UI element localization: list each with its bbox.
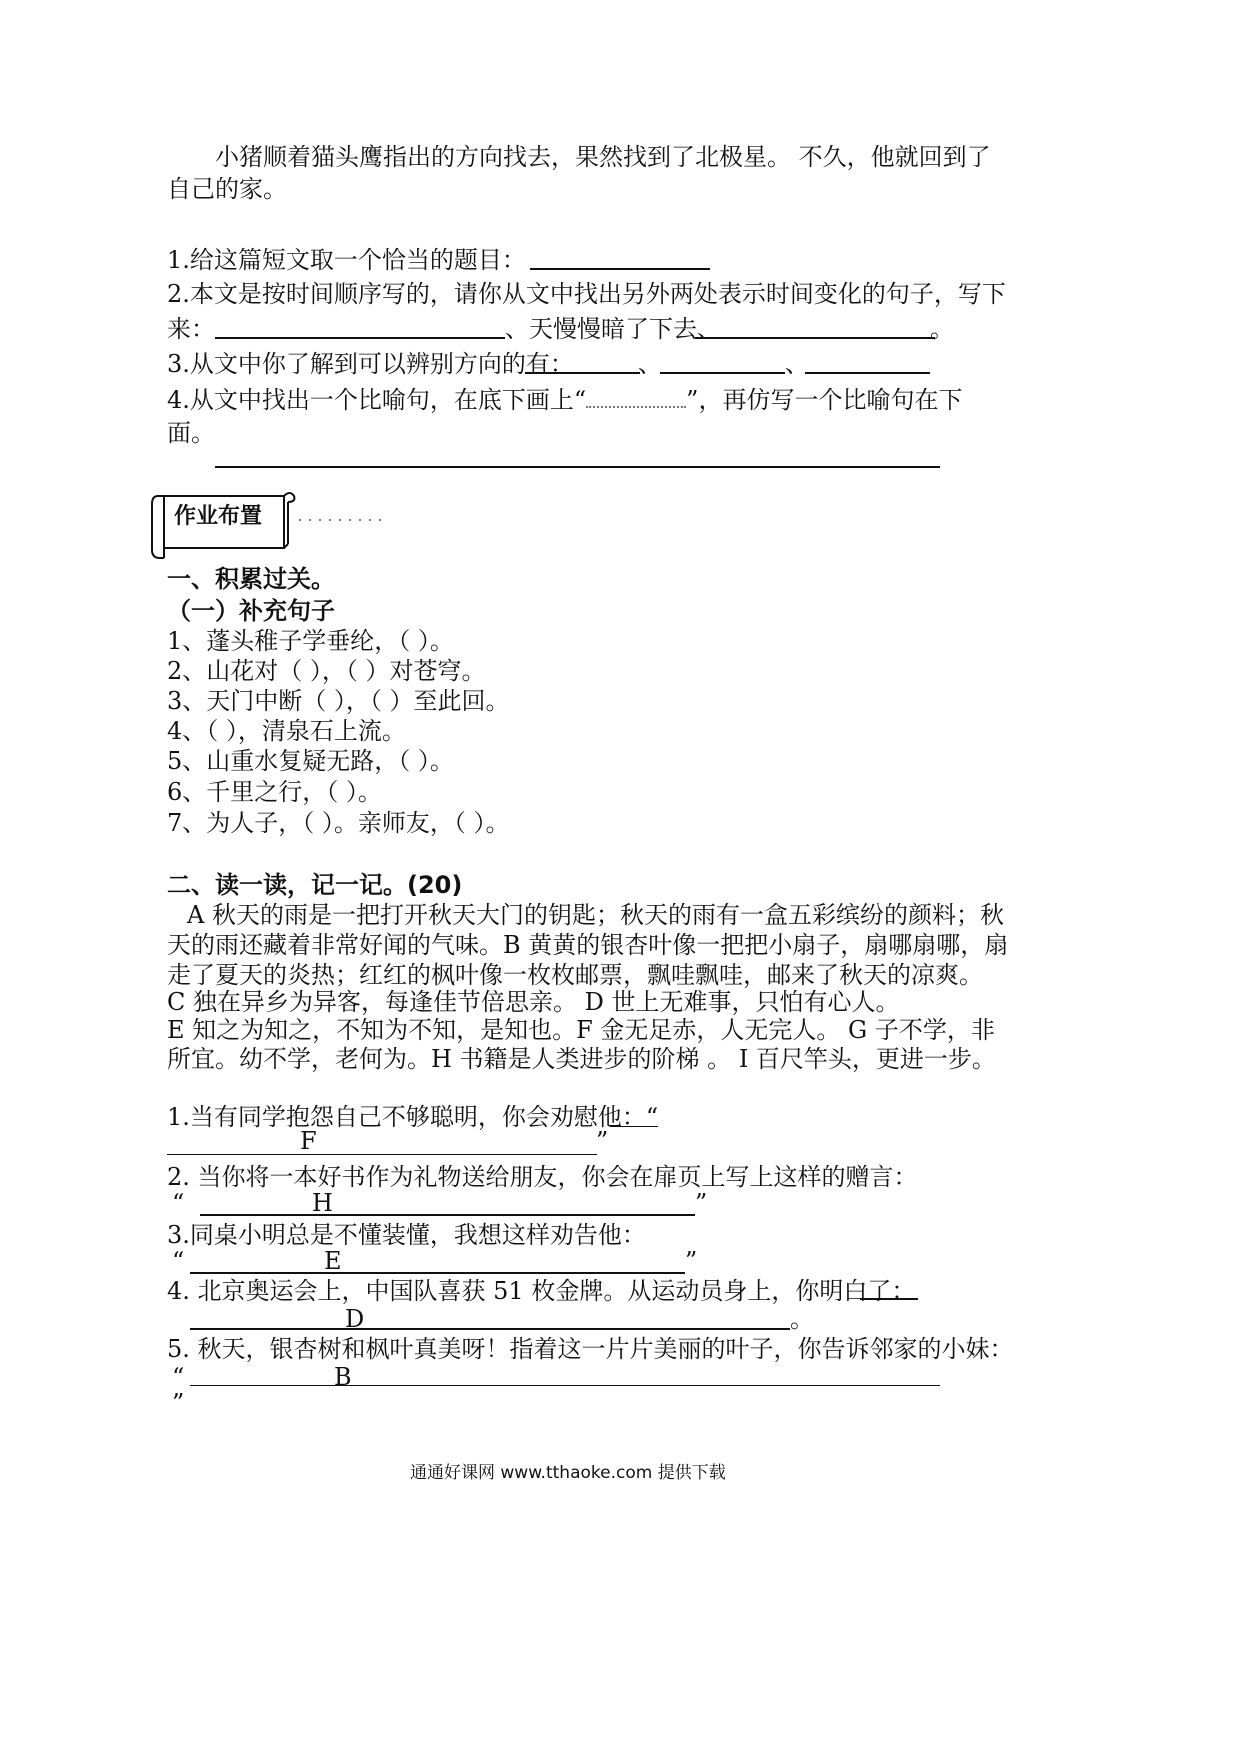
answer-line-title[interactable] — [530, 268, 710, 270]
reading-line-6: 所宜。幼不学，老何为。H 书籍是人类进步的阶梯 。 I 百尺竿头，更进一步。 — [167, 1045, 996, 1073]
answer-line-q5[interactable] — [190, 1385, 940, 1386]
question-4-line1 — [167, 382, 962, 417]
question-4-suffix: ”，再仿写一个比喻句在下 — [686, 386, 963, 414]
answer-q5: B — [334, 1363, 352, 1391]
answer-line-time-1[interactable] — [215, 337, 505, 339]
quote-open-q3: “ — [172, 1247, 185, 1275]
reading-question-5: 5. 秋天，银杏树和枫叶真美呀！指着这一片片美丽的叶子，你告诉邻家的小妹： — [167, 1335, 1014, 1363]
quote-open-q5: “ — [172, 1363, 185, 1391]
homework-banner-title: 作业布置 — [174, 504, 263, 529]
fill-item-3[interactable]: 3、天门中断（ ），（ ）至此回。 — [167, 687, 510, 715]
section-1-title: 一、积累过关。 — [167, 565, 335, 593]
fill-item-1[interactable]: 1、蓬头稚子学垂纶，（ ）。 — [167, 627, 454, 655]
answer-line-direction-1[interactable] — [525, 372, 640, 374]
reading-question-1: 1.当有同学抱怨自己不够聪明，你会劝慰他：“ — [167, 1103, 659, 1131]
footer-text: 通通好课网 www.tthaoke.com 提供下载 — [410, 1463, 726, 1483]
fill-item-7[interactable]: 7、为人子，（ ）。亲师友，（ ）。 — [167, 809, 510, 837]
question-3-sep-2: 、 — [785, 350, 809, 378]
answer-line-direction-2[interactable] — [660, 372, 785, 374]
reading-question-4: 4. 北京奥运会上，中国队喜获 51 枚金牌。从运动员身上，你明白了： — [167, 1277, 916, 1305]
answer-q2: H — [312, 1189, 333, 1217]
question-3: 3.从文中你了解到可以辨别方向的有： — [167, 350, 574, 378]
question-2-line2-end: 。 — [930, 315, 954, 343]
reading-line-3: 走了夏天的炎热；红红的枫叶像一枚枚邮票，飘哇飘哇，邮来了秋天的凉爽。 — [167, 961, 983, 989]
reading-line-4: C 独在异乡为异客，每逢佳节倍思亲。 D 世上无难事，只怕有心人。 — [167, 988, 900, 1016]
quote-close-q3: ” — [685, 1247, 698, 1275]
answer-q1: F — [300, 1127, 317, 1155]
answer-line-direction-3[interactable] — [805, 372, 930, 374]
answer-line-q4-start[interactable] — [860, 1298, 918, 1300]
question-2-line1: 2.本文是按时间顺序写的，请你从文中找出另外两处表示时间变化的句子，写下 — [167, 280, 1006, 308]
wavy-underline-sample — [586, 382, 686, 408]
reading-line-1: A 秋天的雨是一把打开秋天大门的钥匙；秋天的雨有一盒五彩缤纷的颜料；秋 — [187, 901, 1004, 929]
reading-question-2: 2. 当你将一本好书作为礼物送给朋友，你会在扉页上写上这样的赠言： — [167, 1163, 918, 1191]
question-4-line2: 面。 — [167, 419, 215, 447]
reading-line-2: 天的雨还藏着非常好闻的气味。B 黄黄的银杏叶像一把把小扇子，扇哪扇哪，扇 — [167, 931, 1009, 959]
fill-item-5[interactable]: 5、山重水复疑无路，（ ）。 — [167, 747, 454, 775]
reading-question-3: 3.同桌小明总是不懂装懂，我想这样劝告他： — [167, 1221, 646, 1249]
question-2-line2-middle: 、天慢慢暗了下去、 — [505, 315, 721, 343]
fill-item-4[interactable]: 4、（ ），清泉石上流。 — [167, 717, 406, 745]
answer-line-q4[interactable] — [190, 1328, 790, 1330]
passage-line-2: 自己的家。 — [167, 175, 287, 203]
section-1-subtitle: （一）补充句子 — [167, 597, 335, 625]
answer-line-q2[interactable] — [200, 1214, 695, 1216]
question-2-line2-prefix: 来： — [167, 315, 215, 343]
reading-line-5: E 知之为知之，不知为不知，是知也。F 金无足赤，人无完人。 G 子不学，非 — [167, 1016, 995, 1044]
passage-line-1: 小猪顺着猫头鹰指出的方向找去，果然找到了北极星。 不久，他就回到了 — [215, 143, 991, 171]
answer-line-time-2[interactable] — [695, 337, 935, 339]
question-4-prefix: 4.从文中找出一个比喻句，在底下画上“ — [167, 386, 587, 414]
section-2-title: 二、读一读，记一记。(20) — [167, 871, 463, 899]
question-3-sep-1: 、 — [638, 350, 662, 378]
quote-open-q2: “ — [172, 1189, 185, 1217]
answer-line-metaphor[interactable] — [215, 466, 940, 468]
answer-q4-end: 。 — [790, 1305, 814, 1333]
quote-close-q1: ” — [596, 1127, 609, 1155]
answer-q3: E — [324, 1247, 342, 1275]
question-1-title: 1.给这篇短文取一个恰当的题目： — [167, 246, 526, 274]
fill-item-6[interactable]: 6、千里之行，（ ）。 — [167, 778, 382, 806]
fill-item-2[interactable]: 2、山花对（ ），（ ）对苍穹。 — [167, 657, 486, 685]
quote-close-q2: ” — [695, 1189, 708, 1217]
answer-q4: D — [345, 1305, 365, 1333]
answer-line-q1-start[interactable] — [610, 1126, 658, 1127]
answer-line-q1[interactable] — [167, 1154, 597, 1155]
quote-close-q5: ” — [172, 1389, 185, 1417]
